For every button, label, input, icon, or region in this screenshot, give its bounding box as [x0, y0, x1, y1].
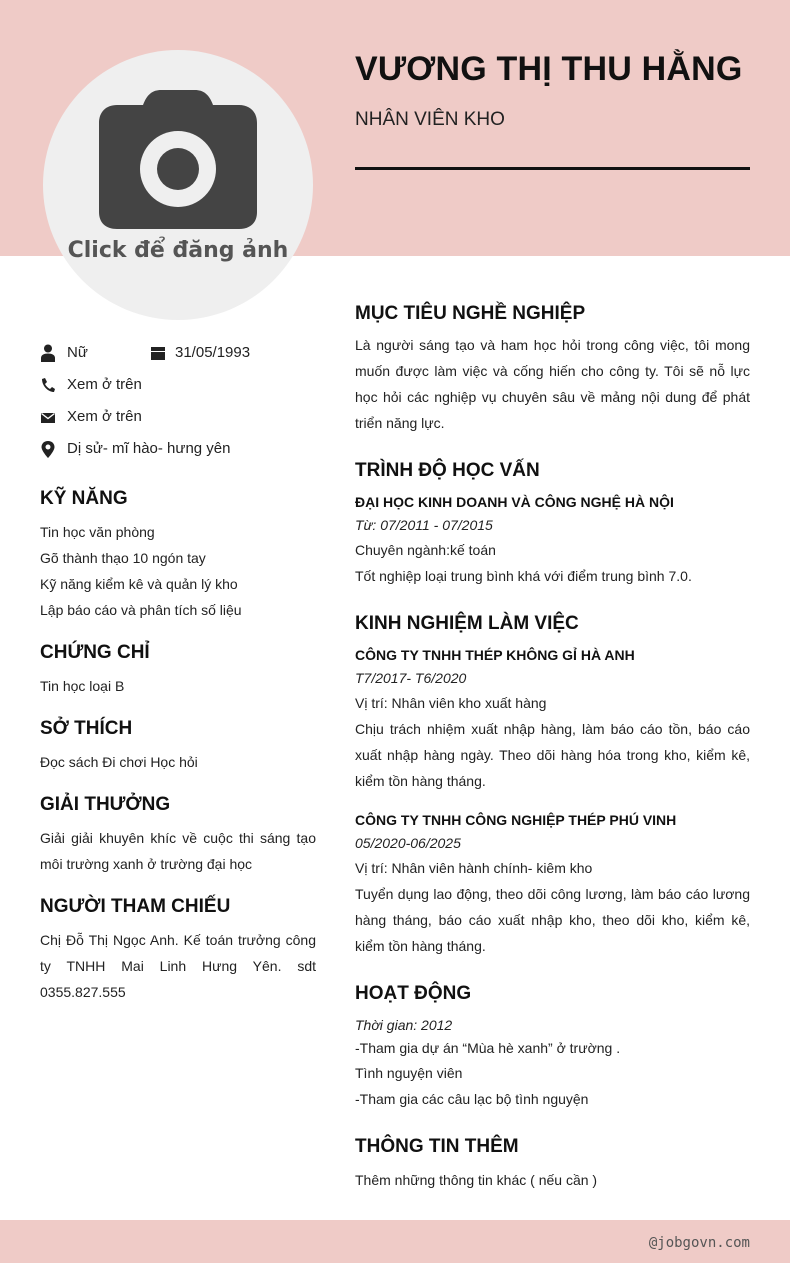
- education-result: Tốt nghiệp loại trung bình khá với điểm trung bình 7.0.: [355, 568, 692, 584]
- contact-row-address: [40, 437, 320, 461]
- more-info-heading: THÔNG TIN THÊM: [355, 1136, 519, 1157]
- job-description: Tuyển dụng lao động, theo dõi công lương, làm báo cáo lương hàng tháng, báo cáo xuất nhập kho, theo dõi kho, kiểm kê, kiểm tồn hàng tháng.: [355, 886, 750, 954]
- job-position: Vị trí: Nhân viên kho xuất hàng: [355, 695, 547, 711]
- activities-heading: HOẠT ĐỘNG: [355, 983, 472, 1004]
- hobbies-text: Đọc sách Đi chơi Học hỏi: [40, 754, 198, 770]
- email-value: Xem ở trên: [67, 408, 142, 425]
- certificate-item: Tin học loại B: [40, 678, 125, 694]
- job-title: NHÂN VIÊN KHO: [355, 109, 505, 130]
- skill-item: Lập báo cáo và phân tích số liệu: [40, 602, 242, 618]
- education-heading: TRÌNH ĐỘ HỌC VẤN: [355, 460, 540, 481]
- references-text: Chị Đỗ Thị Ngọc Anh. Kế toán trưởng công ty TNHH Mai Linh Hưng Yên. sdt 0355.827.555: [40, 932, 316, 1000]
- activity-line: Tình nguyện viên: [355, 1065, 463, 1081]
- camera-icon: [97, 88, 259, 230]
- address-value: Dị sử- mĩ hào- hưng yên: [67, 440, 231, 457]
- activity-line: -Tham gia các câu lạc bộ tình nguyện: [355, 1091, 589, 1107]
- avatar-caption: Click để đăng ảnh: [67, 238, 289, 263]
- skill-item: Gõ thành thạo 10 ngón tay: [40, 550, 206, 566]
- title-divider: [355, 167, 750, 170]
- education-major: Chuyên ngành:kế toán: [355, 542, 496, 558]
- skill-item: Tin học văn phòng: [40, 524, 155, 540]
- phone-icon: [40, 376, 56, 394]
- activity-line: -Tham gia dự án “Mùa hè xanh” ở trường .: [355, 1040, 621, 1056]
- avatar-upload[interactable]: [43, 50, 313, 320]
- calendar-icon: [150, 344, 166, 362]
- experience-heading: KINH NGHIỆM LÀM VIỆC: [355, 613, 579, 634]
- phone-value: Xem ở trên: [67, 376, 142, 393]
- birthday-value: 31/05/1993: [175, 344, 251, 361]
- certificates-heading: CHỨNG CHỈ: [40, 642, 150, 663]
- footer-watermark: @jobgovn.com: [648, 1235, 750, 1251]
- location-pin-icon: [40, 440, 56, 458]
- education-school: ĐẠI HỌC KINH DOANH VÀ CÔNG NGHỆ HÀ NỘI: [355, 494, 674, 510]
- skill-item: Kỹ năng kiểm kê và quản lý kho: [40, 576, 238, 592]
- objective-text: Là người sáng tạo và ham học hỏi trong công việc, tôi mong muốn được làm việc và cống hiến cho công ty. Tôi sẽ nỗ lực học hỏi các nghiệp vụ chuyên sâu về mảng nội dung để phát triển năng lực.: [355, 337, 750, 431]
- references-heading: NGƯỜI THAM CHIẾU: [40, 896, 231, 917]
- contact-row-email: [40, 405, 320, 429]
- objective-heading: MỤC TIÊU NGHỀ NGHIỆP: [355, 303, 586, 324]
- more-info-text: Thêm những thông tin khác ( nếu cần ): [355, 1172, 598, 1188]
- job-period: 05/2020-06/2025: [355, 835, 461, 851]
- job-period: T7/2017- T6/2020: [355, 670, 467, 686]
- education-period: Từ: 07/2011 - 07/2015: [355, 517, 493, 533]
- person-icon: [40, 344, 56, 362]
- activities-period: Thời gian: 2012: [355, 1017, 453, 1033]
- contact-row-gender-birthday: [40, 341, 320, 365]
- gender-value: Nữ: [67, 344, 88, 361]
- mail-icon: [40, 408, 56, 426]
- job-position: Vị trí: Nhân viên hành chính- kiêm kho: [355, 860, 593, 876]
- awards-heading: GIẢI THƯỞNG: [40, 794, 171, 815]
- skills-heading: KỸ NĂNG: [40, 488, 128, 509]
- job-company: CÔNG TY TNHH CÔNG NGHIỆP THÉP PHÚ VINH: [355, 812, 677, 828]
- job-company: CÔNG TY TNHH THÉP KHÔNG GỈ HÀ ANH: [355, 647, 635, 663]
- awards-text: Giải giải khuyên khíc về cuộc thi sáng tạo môi trường xanh ở trường đại học: [40, 830, 316, 872]
- job-description: Chịu trách nhiệm xuất nhập hàng, làm báo cáo tồn, báo cáo xuất nhập hàng ngày. Theo dõi hàng hóa trong kho, kiểm kê, kiểm tồn hàng tháng.: [355, 721, 750, 789]
- candidate-name: VƯƠNG THỊ THU HẰNG: [355, 50, 743, 88]
- hobbies-heading: SỞ THÍCH: [40, 718, 133, 739]
- contact-row-phone: [40, 373, 320, 397]
